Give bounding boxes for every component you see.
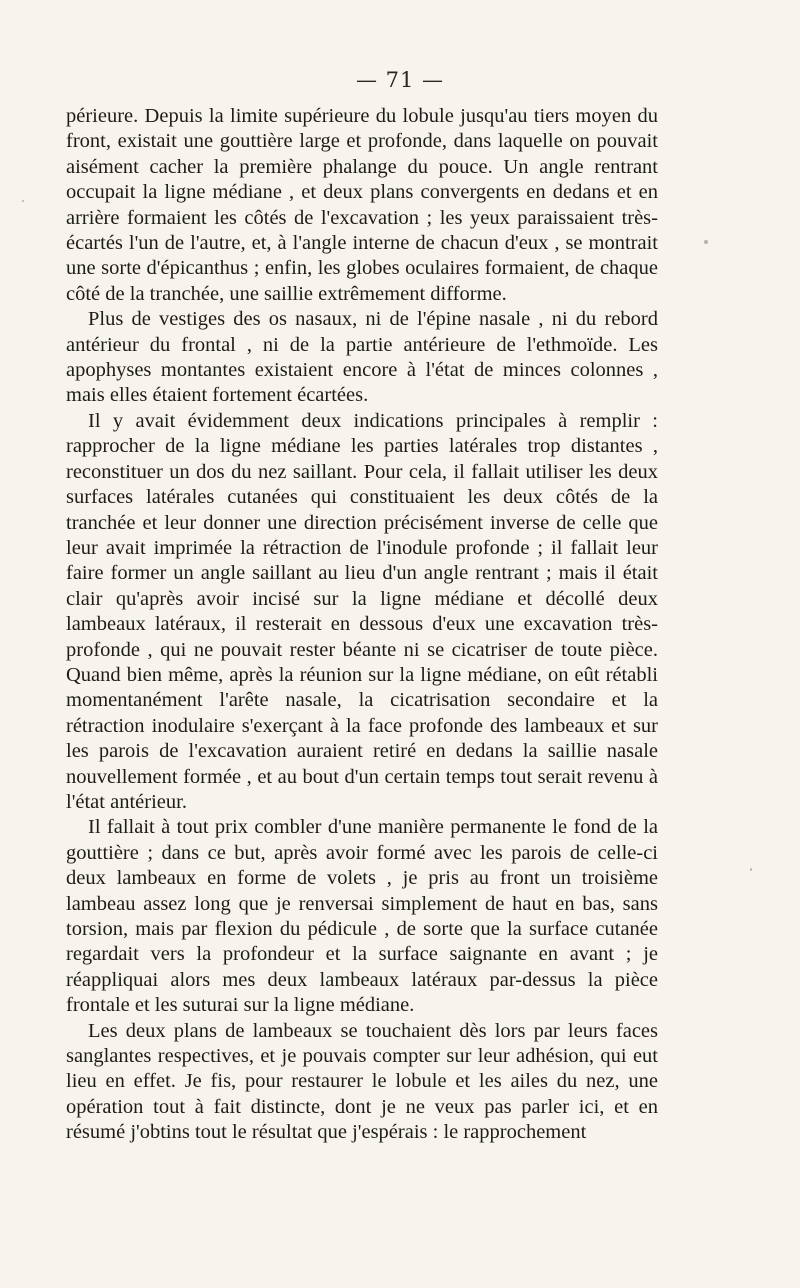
- ink-speck: [22, 200, 24, 202]
- paragraph: périeure. Depuis la limite supérieure du lobule jusqu'au tiers moyen du front, existait une gouttière large et profonde, dans laquelle on pouvait aisément cacher la première phalange du pouce. Un angle rentrant occupait la ligne médiane , et deux plans convergents en dedans et en arrière formaient les côtés de l'excavation ; les yeux paraissaient très-écartés l'un de l'autre, et, à l'angle interne de chacun d'eux , se montrait une sorte d'épicanthus ; enfin, les globes oculaires formaient, de chaque côté de la tranchée, une saillie extrêmement difforme.: [66, 105, 658, 305]
- paragraph: Il y avait évidemment deux indications principales à remplir : rapprocher de la ligne médiane les parties latérales trop distantes , reconstituer un dos du nez saillant. Pour cela, il fallait utiliser les deux surfaces latérales cutanées qui constituaient les deux côtés de la tranchée et leur donner une direction précisément inverse de celle que leur avait imprimée la rétraction de l'inodule profonde ; il fallait leur faire former un angle saillant au lieu d'un angle rentrant ; mais il était clair qu'après avoir incisé sur la ligne médiane et décollé deux lambeaux latéraux, il resterait en dessous d'eux une excavation très-profonde , qui ne pouvait rester béante ni se cicatriser de toute pièce. Quand bien même, après la réunion sur la ligne médiane, on eût rétabli momentanément l'arête nasale, la cicatrisation secondaire et la rétraction inodulaire s'exerçant à la face profonde des lambeaux et sur les parois de l'excavation auraient retiré en dedans la saillie nasale nouvellement formée , et au bout d'un certain temps tout serait revenu à l'état antérieur.: [66, 409, 658, 813]
- ink-speck: [704, 240, 708, 244]
- ink-speck: [750, 868, 752, 871]
- paragraph: Il fallait à tout prix combler d'une manière permanente le fond de la gouttière ; dans ce but, après avoir formé avec les parois de celle-ci deux lambeaux en forme de volets , je pris au front un troisième lambeau assez long que je renversai simplement de haut en bas, sans torsion, mais par flexion du pédicule , de sorte que la surface cutanée regardait vers la profondeur et la surface saignante en avant ; je réappliquai alors mes deux lambeaux latéraux par-dessus la pièce frontale et les suturai sur la ligne médiane.: [66, 816, 658, 1017]
- page-number: — 71 —: [355, 68, 445, 92]
- paragraph: Les deux plans de lambeaux se touchaient dès lors par leurs faces sanglantes respectives, et je pouvais compter sur leur adhésion, qui eut lieu en effet. Je fis, pour restaurer le lobule et les ailes du nez, une opération tout à fait distincte, dont je ne veux pas parler ici, et en résumé j'obtins tout le résultat que j'espérais : le rapprochement: [66, 1019, 658, 1144]
- body-text: [66, 104, 658, 1146]
- paragraph: Plus de vestiges des os nasaux, ni de l'épine nasale , ni du rebord antérieur du frontal , ni de la partie antérieure de l'ethmoïde. Les apophyses montantes existaient encore à l'état de minces colonnes , mais elles étaient fortement écartées.: [66, 308, 658, 407]
